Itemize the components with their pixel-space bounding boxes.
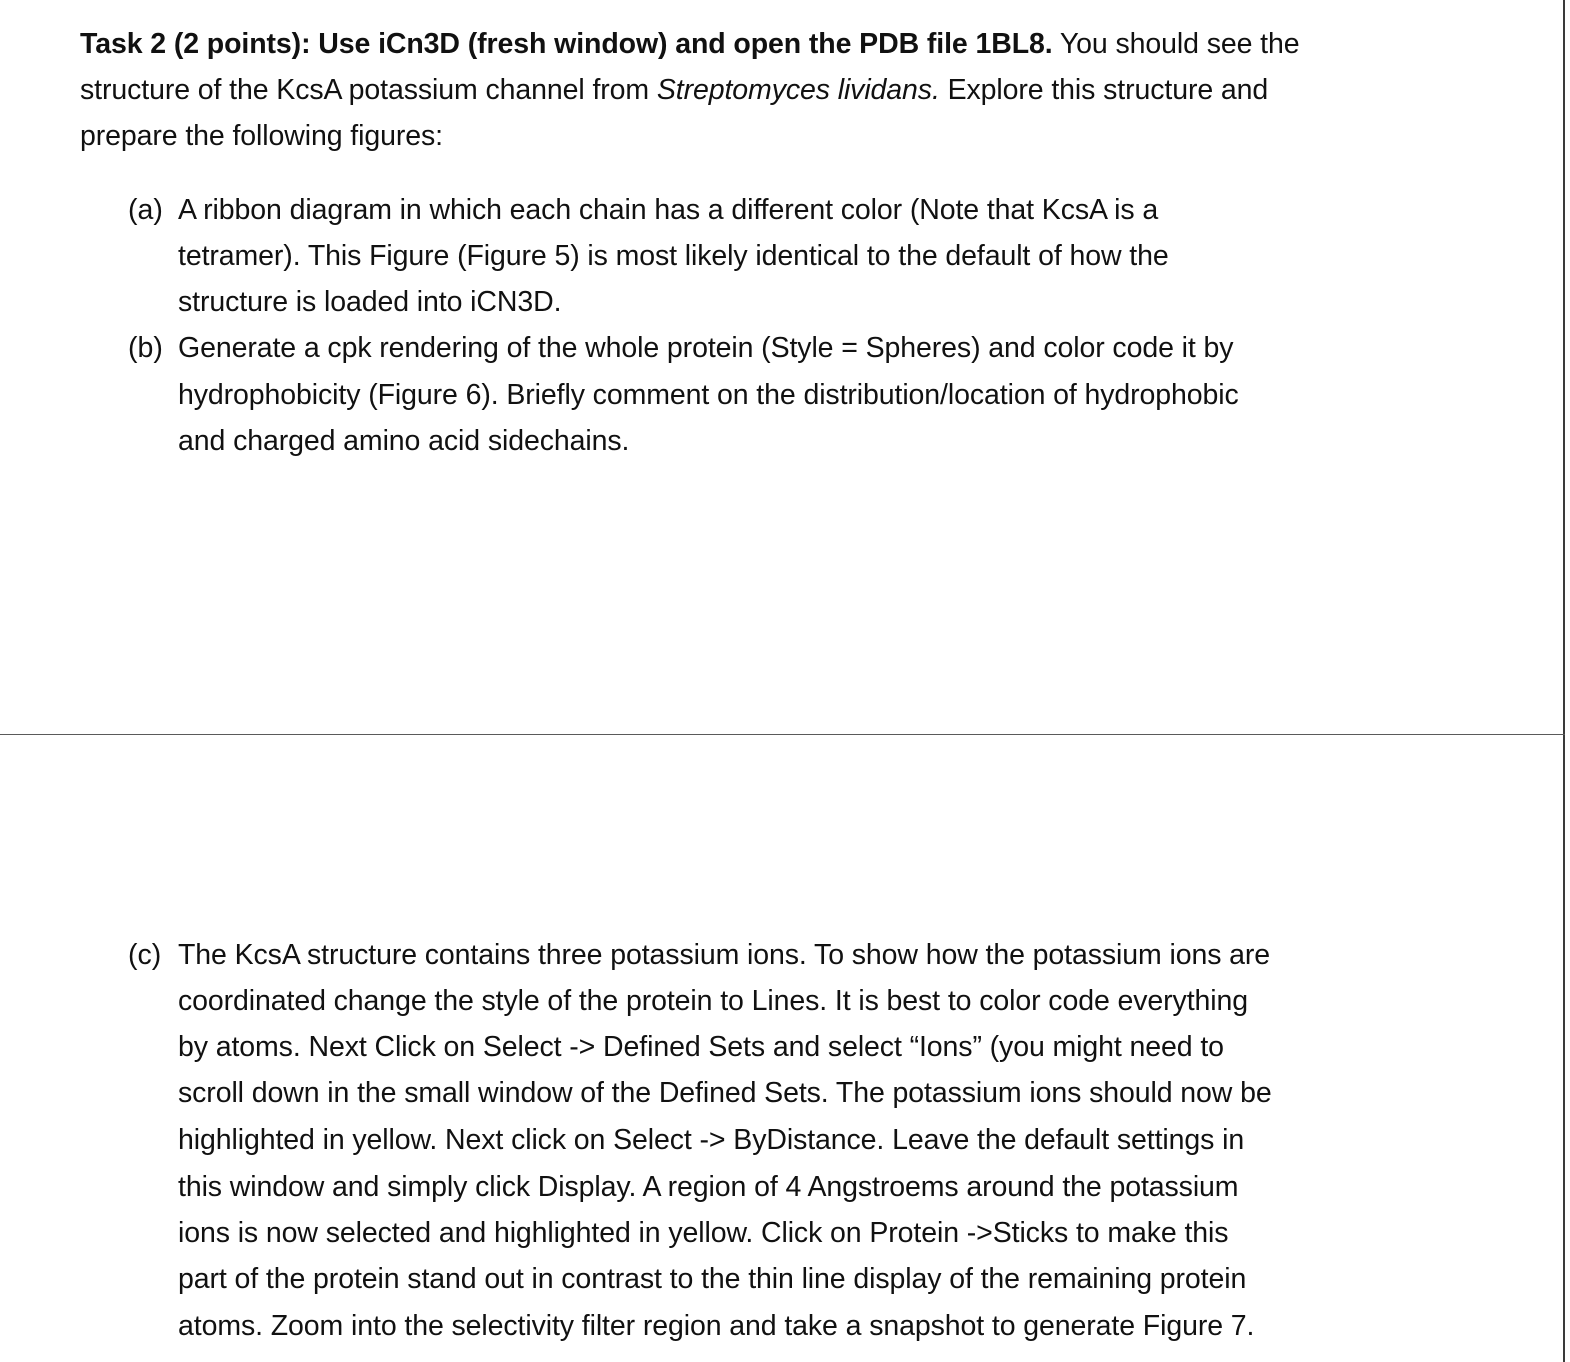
- task-intro-2a: structure of the KcsA potassium channel from: [80, 74, 657, 106]
- task-intro-1: You should see the: [1052, 28, 1300, 60]
- item-a-line: structure is loaded into iCN3D.: [178, 286, 562, 318]
- item-b-marker: (b): [128, 332, 163, 364]
- item-c-line: ions is now selected and highlighted in yellow. Click on Protein ->Sticks to make this: [178, 1217, 1229, 1249]
- item-c-line: scroll down in the small window of the Defined Sets. The potassium ions should now be: [178, 1077, 1272, 1109]
- item-c-line: part of the protein stand out in contrast to the thin line display of the remaining protein: [178, 1263, 1247, 1295]
- item-c-line: this window and simply click Display. A region of 4 Angstroems around the potassium: [178, 1171, 1239, 1203]
- task-heading-line: [80, 24, 1299, 64]
- task-intro-2b: Explore this structure and: [939, 74, 1269, 106]
- item-b-line: hydrophobicity (Figure 6). Briefly comment on the distribution/location of hydrophobic: [178, 379, 1239, 411]
- task-intro-line-3: prepare the following figures:: [80, 120, 443, 152]
- task-title: Task 2 (2 points): Use iCn3D (fresh window) and open the PDB file 1BL8.: [80, 28, 1053, 60]
- item-a-marker: (a): [128, 194, 163, 226]
- section-divider: [0, 734, 1565, 735]
- item-c-marker: (c): [128, 939, 162, 971]
- task-intro-line-2: [80, 70, 1268, 110]
- item-c-line: atoms. Zoom into the selectivity filter region and take a snapshot to generate Figure 7.: [178, 1310, 1255, 1342]
- item-a-line: tetramer). This Figure (Figure 5) is most likely identical to the default of how the: [178, 240, 1169, 272]
- item-c-line: The KcsA structure contains three potassium ions. To show how the potassium ions are: [178, 939, 1271, 971]
- item-c-line: highlighted in yellow. Next click on Select -> ByDistance. Leave the default settings in: [178, 1124, 1245, 1156]
- page-edge: [1563, 0, 1565, 1362]
- item-a-line: A ribbon diagram in which each chain has a different color (Note that KcsA is a: [178, 194, 1159, 226]
- item-b-line: and charged amino acid sidechains.: [178, 425, 630, 457]
- item-c-line: coordinated change the style of the protein to Lines. It is best to color code everything: [178, 985, 1249, 1017]
- item-c-line: by atoms. Next Click on Select -> Defined Sets and select “Ions” (you might need to: [178, 1031, 1224, 1063]
- item-b-line: Generate a cpk rendering of the whole protein (Style = Spheres) and color code it by: [178, 332, 1234, 364]
- organism-name: Streptomyces lividans.: [656, 74, 940, 106]
